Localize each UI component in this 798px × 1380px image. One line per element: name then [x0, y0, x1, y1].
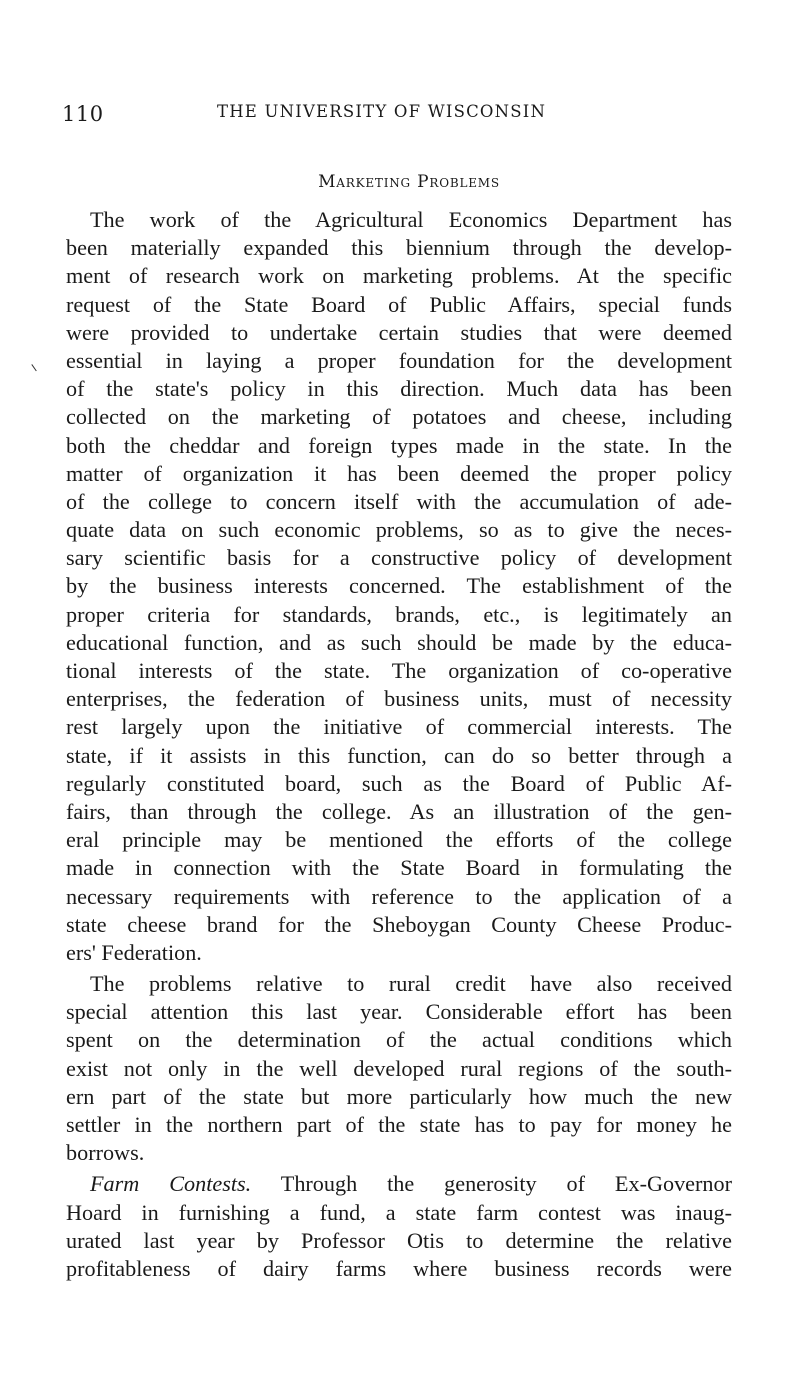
text-line: quate data on such economic problems, so as to give the neces- — [66, 517, 732, 543]
text-line: enterprises, the federation of business units, must of necessity — [66, 686, 732, 712]
margin-mark — [31, 361, 41, 372]
text-line: of the state's policy in this direction. Much data has been — [66, 376, 732, 402]
text-line: rest largely upon the initiative of commercial interests. The — [66, 714, 732, 740]
text-line: state cheese brand for the Sheboygan County Cheese Produc- — [66, 911, 732, 937]
text-line: tional interests of the state. The organization of co-operative — [66, 658, 732, 683]
text-line: eral principle may be mentioned the efforts of the college — [66, 827, 732, 853]
text-line: educational function, and as such should be made by the educa- — [66, 629, 732, 655]
running-title: THE UNIVERSITY OF WISCONSIN — [217, 102, 547, 121]
text-line: ers' Federation. — [66, 939, 202, 965]
text-line: exist not only in the well developed rural regions of the south- — [66, 1055, 732, 1081]
text-line: matter of organization it has been deemed the proper policy — [66, 460, 732, 486]
text-line: necessary requirements with reference to the application of a — [66, 883, 732, 909]
text-line: proper criteria for standards, brands, etc., is legitimately an — [66, 601, 732, 627]
text-line: ern part of the state but more particularly how much the new — [66, 1083, 732, 1109]
text-line: by the business interests concerned. The establishment of the — [66, 573, 732, 599]
body-text — [66, 206, 732, 1283]
text-line: been materially expanded this biennium through the develop- — [66, 235, 732, 261]
text-line: urated last year by Professor Otis to determine the relative — [66, 1227, 732, 1253]
text-line: were provided to undertake certain studies that were deemed — [66, 319, 732, 345]
running-header — [62, 100, 734, 130]
text-line: sary scientific basis for a constructive policy of development — [66, 545, 732, 571]
paragraph-farm-contests — [66, 1170, 732, 1283]
text-line: profitableness of dairy farms where business records were — [66, 1255, 732, 1281]
text-line: regularly constituted board, such as the Board of Public Af- — [66, 770, 732, 796]
text-line: fairs, than through the college. As an illustration of the gen- — [66, 798, 732, 824]
text-line: essential in laying a proper foundation for the development — [66, 347, 732, 373]
run-in-heading: Farm Contests. — [90, 1171, 252, 1197]
text-line: The problems relative to rural credit have also received — [90, 971, 732, 997]
text-line: both the cheddar and foreign types made in the state. In the — [66, 432, 732, 458]
text-line — [66, 1170, 732, 1198]
text-line: settler in the northern part of the state has to pay for money he — [66, 1112, 732, 1137]
text-line: borrows. — [66, 1140, 145, 1166]
paragraph-rural-credit — [66, 970, 732, 1167]
text-line: state, if it assists in this function, can do so better through a — [66, 742, 732, 768]
section-heading: Marketing Problems — [318, 172, 500, 192]
text-line-rest: Through the generosity of Ex-Governor — [280, 1171, 732, 1197]
paragraph-marketing — [66, 206, 732, 967]
text-line: ment of research work on marketing problems. At the specific — [66, 263, 732, 289]
text-line: special attention this last year. Considerable effort has been — [66, 999, 732, 1025]
text-line: made in connection with the State Board in formulating the — [66, 855, 732, 881]
text-line: collected on the marketing of potatoes and cheese, including — [66, 404, 732, 430]
text-line: request of the State Board of Public Affairs, special funds — [66, 291, 732, 317]
text-line: spent on the determination of the actual conditions which — [66, 1027, 732, 1053]
text-line: of the college to concern itself with the accumulation of ade- — [66, 488, 732, 514]
text-line: The work of the Agricultural Economics Department has — [90, 207, 732, 232]
page-number: 110 — [62, 102, 104, 126]
text-line: Hoard in furnishing a fund, a state farm contest was inaug- — [66, 1199, 732, 1225]
